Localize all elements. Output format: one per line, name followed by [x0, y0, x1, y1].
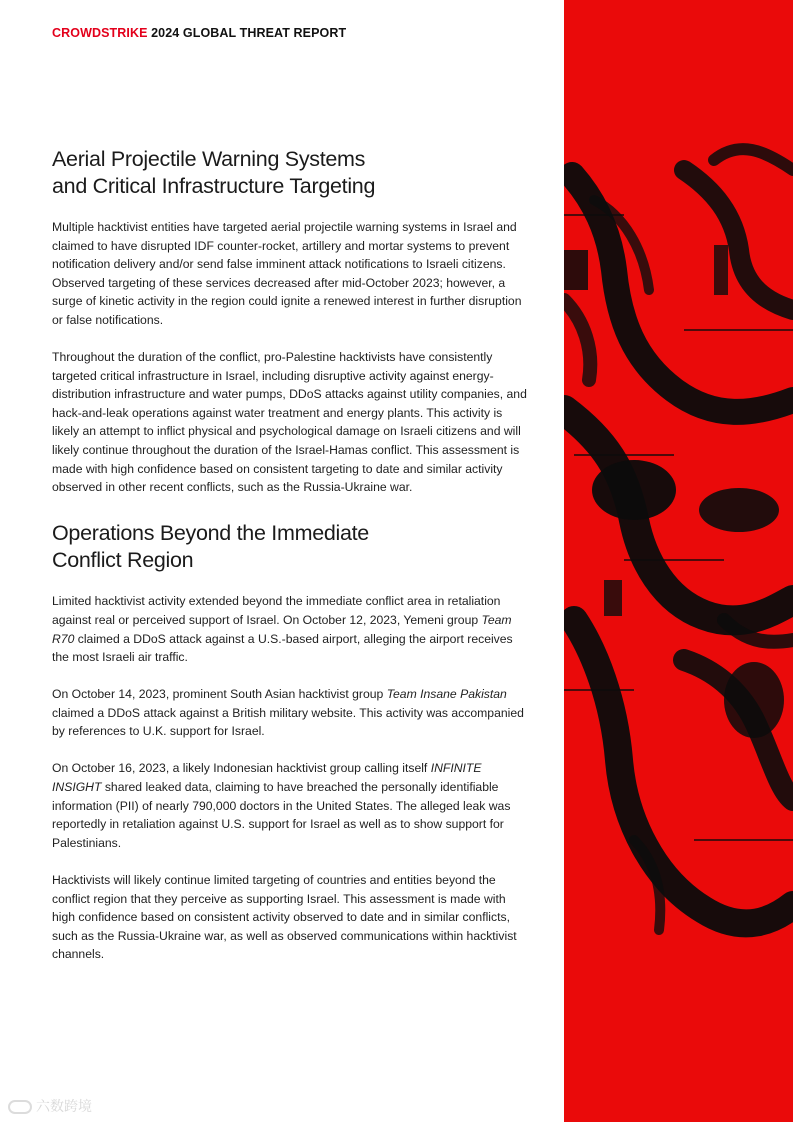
- body-paragraph: Throughout the duration of the conflict, pro-Palestine hacktivists have consistently targeted critical infrastructure in Israel, including disruptive activity against energy-distribution infrastructure and water pumps, DDoS attacks against utility companies, and hack-and-leak operations against water treatment and energy plants. This activity is likely an attempt to inflict physical and psychological damage on Israeli citizens and will likely continue throughout the duration of the Israel-Hamas conflict. This assessment is made with high confidence based on consistent targeting to date and similar activity observed in other recent conflicts, such as the Russia-Ukraine war.: [52, 350, 527, 495]
- section-beyond-region: [52, 520, 530, 964]
- group-name: Team Insane Pakistan: [386, 687, 507, 702]
- body-paragraph: [52, 592, 530, 666]
- text-run: On October 14, 2023, prominent South Asian hacktivist group: [52, 687, 387, 702]
- heading-line: Conflict Region: [52, 548, 194, 573]
- group-name: INFINITE INSIGHT: [52, 761, 482, 795]
- heading-line: Aerial Projectile Warning Systems: [52, 147, 366, 171]
- group-name: Team R70: [52, 612, 512, 646]
- section-heading: [52, 146, 530, 200]
- section-heading: [52, 520, 530, 574]
- heading-line: Operations Beyond the Immediate: [52, 521, 369, 546]
- text-run: shared leaked data, claiming to have breached the personally identifiable information (PII) of nearly 790,000 doctors in the United States. The alleged leak was reportedly in retaliation against U.S. support for Israel as well as to show support for Palestinians.: [52, 780, 511, 850]
- body-paragraph: [52, 685, 530, 741]
- brand-name: CROWDSTRIKE: [52, 26, 148, 40]
- heading-line: and Critical Infrastructure Targeting: [52, 174, 376, 198]
- text-run: claimed a DDoS attack against a U.S.-based airport, alleging the airport receives the most Israeli air traffic.: [52, 631, 513, 665]
- main-content: [52, 146, 530, 982]
- watermark: [8, 1096, 92, 1116]
- distorted-face-art-icon: [564, 0, 793, 1122]
- body-paragraph: Multiple hacktivist entities have targeted aerial projectile warning systems in Israel and claimed to have disrupted IDF counter-rocket, artillery and mortar systems to prevent notification delivery and/or send false imminent attack notifications to Israeli citizens. Observed targeting of these services decreased after mid-October 2023; however, a surge of kinetic activity in the region could ignite a renewed interest in further disruption or false notifications.: [52, 220, 522, 327]
- side-art-panel: [564, 0, 793, 1122]
- body-paragraph: Hacktivists will likely continue limited targeting of countries and entities beyond the conflict region that they perceive as supporting Israel. This assessment is made with high confidence based on consistent activity observed to date and in similar conflicts, such as the Russia-Ukraine war, as well as observed communications within hacktivist channels.: [52, 872, 517, 962]
- text-run: On October 16, 2023, a likely Indonesian hacktivist group calling itself: [52, 761, 431, 776]
- report-title: 2024 GLOBAL THREAT REPORT: [151, 26, 347, 40]
- watermark-logo-icon: [8, 1100, 32, 1114]
- section-aerial-warning: [52, 146, 530, 497]
- text-run: Limited hacktivist activity extended beyond the immediate conflict area in retaliation against real or perceived support of Israel. On October 12, 2023, Yemeni group: [52, 594, 501, 627]
- text-run: claimed a DDoS attack against a British military website. This activity was accompanied by references to U.K. support for Israel.: [52, 705, 524, 739]
- watermark-text: 六数跨境: [36, 1098, 92, 1114]
- report-header: [52, 26, 346, 40]
- body-paragraph: [52, 759, 530, 852]
